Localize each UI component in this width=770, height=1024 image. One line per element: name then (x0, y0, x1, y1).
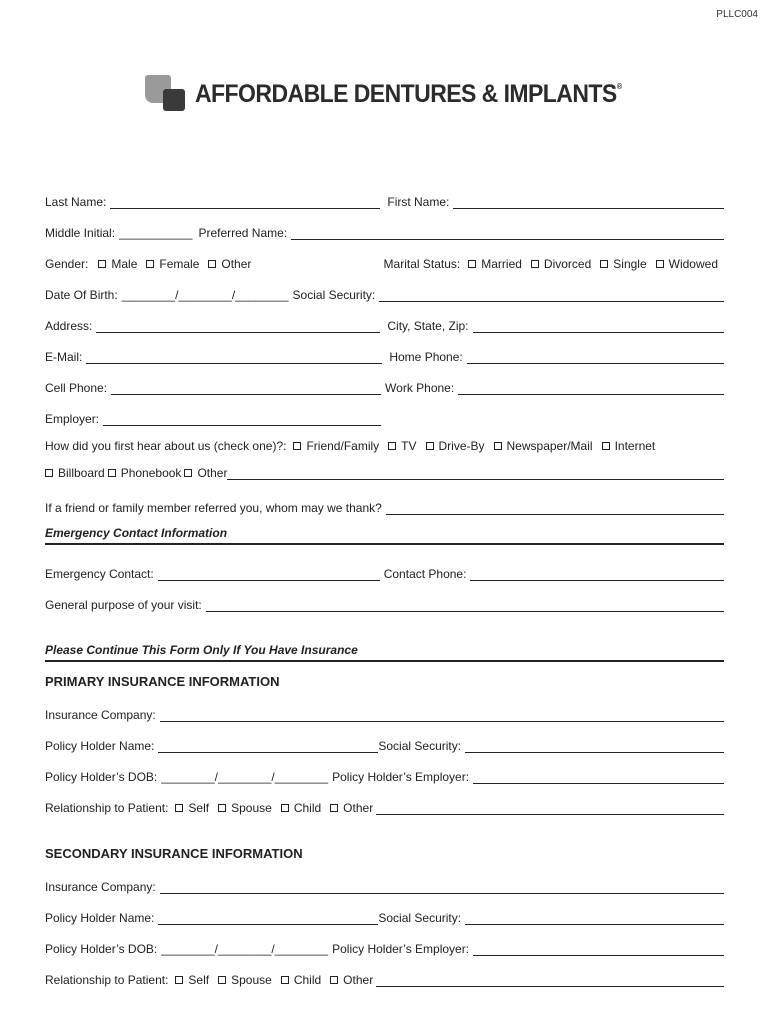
hear-option-billboard[interactable]: Billboard (45, 466, 105, 480)
gender-option-female[interactable]: Female (146, 257, 199, 271)
marital-option-widowed[interactable]: Widowed (656, 257, 718, 271)
checkbox-icon (531, 260, 539, 268)
checkbox-icon (330, 976, 338, 984)
secondary-rel-other[interactable]: Other (330, 973, 373, 987)
hear-option-driveby[interactable]: Drive-By (426, 439, 485, 453)
hear-option-tv[interactable]: TV (388, 439, 416, 453)
emergency-contact-row (45, 565, 724, 581)
checkbox-icon (600, 260, 608, 268)
visit-purpose-row (45, 596, 724, 612)
checkbox-icon (175, 804, 183, 812)
emergency-contact-field[interactable] (158, 568, 380, 581)
dob-row (45, 286, 724, 302)
secondary-company-field[interactable] (160, 881, 724, 894)
marital-option-divorced[interactable]: Divorced (531, 257, 591, 271)
hear-about-row-2 (45, 464, 724, 480)
social-security-field[interactable] (379, 289, 724, 302)
secondary-employer-field[interactable] (473, 943, 724, 956)
secondary-company-row (45, 878, 724, 894)
secondary-employer-label: Policy Holder’s Employer: (332, 942, 470, 956)
hear-option-internet[interactable]: Internet (602, 439, 656, 453)
checkbox-icon (468, 260, 476, 268)
checkbox-icon (602, 442, 610, 450)
checkbox-icon (656, 260, 664, 268)
primary-ssn-field[interactable] (465, 740, 724, 753)
checkbox-icon (184, 469, 192, 477)
middle-initial-label: Middle Initial: (45, 226, 116, 240)
checkbox-icon (146, 260, 154, 268)
cell-phone-field[interactable] (111, 382, 381, 395)
secondary-rel-self[interactable]: Self (175, 973, 209, 987)
last-name-field[interactable] (110, 196, 380, 209)
primary-relationship-label: Relationship to Patient: (45, 801, 169, 815)
hear-other-field[interactable] (227, 467, 724, 480)
marital-option-single[interactable]: Single (600, 257, 646, 271)
secondary-rel-spouse[interactable]: Spouse (218, 973, 272, 987)
secondary-holder-row (45, 909, 724, 925)
contact-phone-label: Contact Phone: (383, 567, 467, 581)
visit-purpose-label: General purpose of your visit: (45, 598, 202, 612)
referral-label: If a friend or family member referred you, whom may we thank? (45, 501, 382, 515)
primary-ssn-label: Social Security: (378, 739, 462, 753)
emergency-section-title: Emergency Contact Information (45, 526, 724, 545)
company-logo (145, 74, 659, 114)
work-phone-label: Work Phone: (385, 381, 455, 395)
checkbox-icon (388, 442, 396, 450)
primary-rel-spouse[interactable]: Spouse (218, 801, 272, 815)
marital-option-married[interactable]: Married (468, 257, 522, 271)
employer-label: Employer: (45, 412, 100, 426)
primary-company-label: Insurance Company: (45, 708, 156, 722)
checkbox-icon (494, 442, 502, 450)
secondary-relationship-row (45, 971, 724, 987)
gender-label: Gender: (45, 257, 89, 271)
primary-company-row (45, 706, 724, 722)
dob-field[interactable]: ________/________/________ (121, 288, 289, 302)
secondary-ssn-field[interactable] (465, 912, 724, 925)
hear-option-phonebook[interactable]: Phonebook (108, 466, 182, 480)
email-label: E-Mail: (45, 350, 83, 364)
emergency-contact-label: Emergency Contact: (45, 567, 154, 581)
gender-row (45, 255, 724, 271)
referral-field[interactable] (386, 502, 724, 515)
secondary-dob-label: Policy Holder’s DOB: (45, 942, 158, 956)
home-phone-field[interactable] (467, 351, 724, 364)
primary-rel-self[interactable]: Self (175, 801, 209, 815)
gender-option-male[interactable]: Male (98, 257, 137, 271)
checkbox-icon (281, 976, 289, 984)
referral-row (45, 499, 724, 515)
primary-rel-child[interactable]: Child (281, 801, 321, 815)
primary-holder-name-field[interactable] (158, 740, 378, 753)
primary-insurance-heading: PRIMARY INSURANCE INFORMATION (45, 674, 280, 689)
email-row (45, 348, 724, 364)
hear-option-newspaper[interactable]: Newspaper/Mail (494, 439, 593, 453)
primary-holder-name-label: Policy Holder Name: (45, 739, 155, 753)
city-state-zip-field[interactable] (473, 320, 725, 333)
middle-row (45, 224, 724, 240)
checkbox-icon (281, 804, 289, 812)
secondary-dob-row (45, 940, 724, 956)
checkbox-icon (108, 469, 116, 477)
cell-phone-row (45, 379, 724, 395)
secondary-company-label: Insurance Company: (45, 880, 156, 894)
visit-purpose-field[interactable] (206, 599, 724, 612)
home-phone-label: Home Phone: (389, 350, 463, 364)
primary-rel-other-field[interactable] (376, 802, 724, 815)
hear-option-other[interactable]: Other (184, 466, 227, 480)
secondary-dob-field[interactable]: ________/________/________ (161, 942, 329, 956)
checkbox-icon (208, 260, 216, 268)
checkbox-icon (293, 442, 301, 450)
employer-row (45, 410, 724, 426)
secondary-holder-name-label: Policy Holder Name: (45, 911, 155, 925)
address-row (45, 317, 724, 333)
social-security-label: Social Security: (292, 288, 376, 302)
insurance-notice: Please Continue This Form Only If You Have Insurance (45, 643, 724, 662)
last-name-label: Last Name: (45, 195, 107, 209)
work-phone-field[interactable] (458, 382, 724, 395)
primary-company-field[interactable] (160, 709, 724, 722)
secondary-ssn-label: Social Security: (378, 911, 462, 925)
primary-employer-label: Policy Holder’s Employer: (332, 770, 470, 784)
secondary-insurance-heading: SECONDARY INSURANCE INFORMATION (45, 846, 303, 861)
primary-dob-row (45, 768, 724, 784)
checkbox-icon (218, 976, 226, 984)
gender-option-other[interactable]: Other (208, 257, 251, 271)
address-field[interactable] (96, 320, 380, 333)
primary-employer-field[interactable] (473, 771, 724, 784)
contact-phone-field[interactable] (470, 568, 724, 581)
primary-dob-label: Policy Holder’s DOB: (45, 770, 158, 784)
secondary-relationship-label: Relationship to Patient: (45, 973, 169, 987)
marital-status-label: Marital Status: (383, 257, 461, 271)
name-row (45, 193, 724, 209)
primary-dob-field[interactable]: ________/________/________ (161, 770, 329, 784)
hear-about-row (45, 437, 724, 453)
cell-phone-label: Cell Phone: (45, 381, 108, 395)
checkbox-icon (218, 804, 226, 812)
secondary-holder-name-field[interactable] (158, 912, 378, 925)
preferred-name-label: Preferred Name: (198, 226, 288, 240)
primary-holder-row (45, 737, 724, 753)
checkbox-icon (175, 976, 183, 984)
primary-rel-other[interactable]: Other (330, 801, 373, 815)
first-name-label: First Name: (387, 195, 450, 209)
employer-field[interactable] (103, 413, 381, 426)
primary-relationship-row (45, 799, 724, 815)
first-name-field[interactable] (453, 196, 724, 209)
secondary-rel-other-field[interactable] (376, 974, 724, 987)
dob-label: Date Of Birth: (45, 288, 118, 302)
city-state-zip-label: City, State, Zip: (387, 319, 469, 333)
logo-text: AFFORDABLE DENTURES & IMPLANTS® (195, 79, 622, 108)
hear-option-friend[interactable]: Friend/Family (293, 439, 379, 453)
logo-mark-icon (145, 75, 187, 113)
checkbox-icon (426, 442, 434, 450)
checkbox-icon (45, 469, 53, 477)
hear-about-label: How did you first hear about us (check one)?: (45, 439, 287, 453)
form-code: PLLC004 (716, 9, 758, 20)
email-field[interactable] (86, 351, 382, 364)
middle-initial-field[interactable]: ___________ (119, 226, 193, 240)
secondary-rel-child[interactable]: Child (281, 973, 321, 987)
checkbox-icon (98, 260, 106, 268)
address-label: Address: (45, 319, 93, 333)
checkbox-icon (330, 804, 338, 812)
preferred-name-field[interactable] (291, 227, 724, 240)
